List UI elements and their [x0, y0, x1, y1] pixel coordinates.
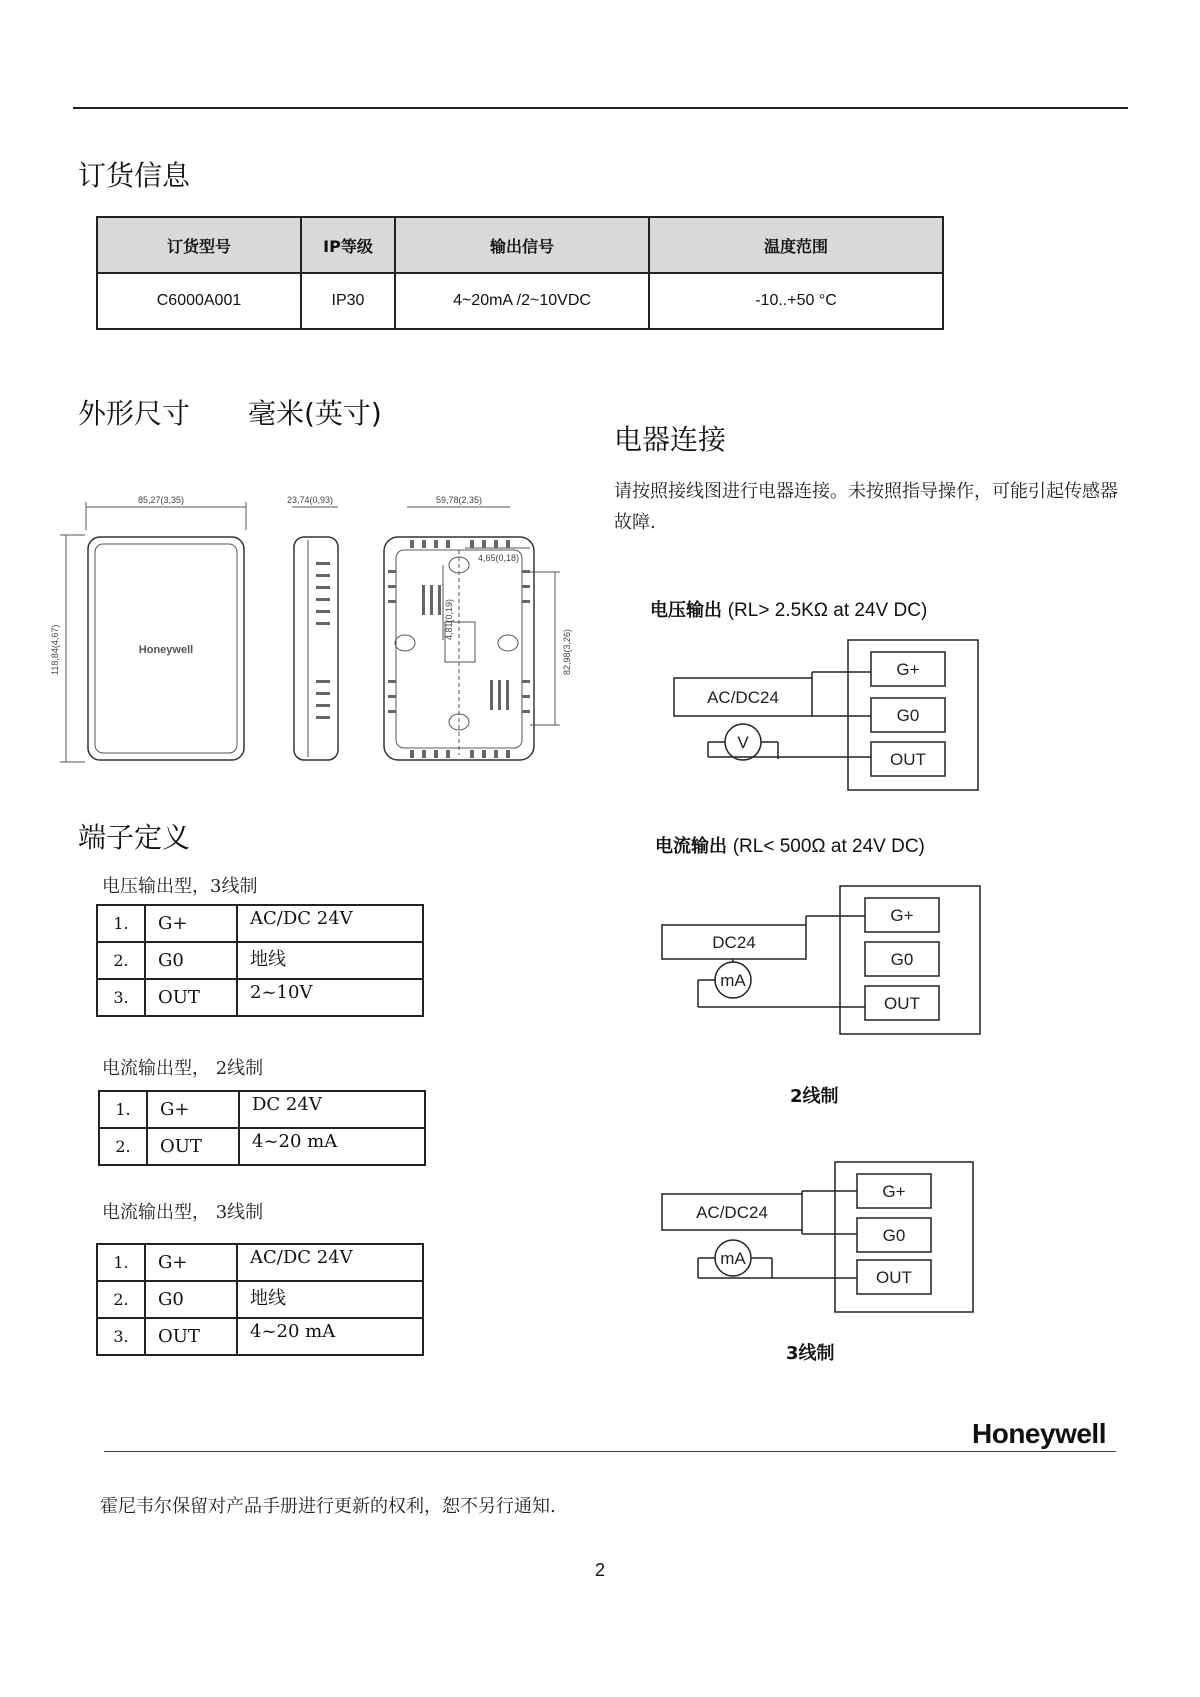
table-row: 3. OUT 2~10V — [97, 979, 423, 1016]
dim-side-depth: 23,74(0,93) — [287, 495, 334, 505]
dim-front-height: 118,84(4,67) — [50, 624, 60, 675]
current-3wire-table — [96, 1243, 424, 1356]
header-ip: IP等级 — [301, 217, 395, 273]
voltage-meter-label: V — [737, 733, 749, 752]
table-row: 2. G0 地线 — [97, 942, 423, 979]
current2-meter-label: mA — [720, 971, 746, 990]
dim-back-height: 82,98(3,26) — [562, 628, 572, 675]
dim-front-width: 85,27(3,35) — [138, 495, 185, 505]
current3-meter-label: mA — [720, 1249, 746, 1268]
caption-3wire: 3线制 — [786, 1343, 835, 1364]
dimensions-unit: 毫米(英寸) — [248, 397, 382, 430]
current2-supply-label: DC24 — [712, 933, 756, 952]
dimensions-heading: 外形尺寸 — [78, 397, 191, 430]
current3-term-g0: G0 — [882, 1226, 906, 1245]
current-2wire-diagram — [660, 880, 985, 1040]
terminals-heading: 端子定义 — [78, 821, 191, 854]
voltage-term-out: OUT — [890, 750, 926, 769]
header-temp: 温度范围 — [649, 217, 943, 273]
current3-supply-label: AC/DC24 — [696, 1203, 768, 1222]
current3-term-out: OUT — [876, 1268, 912, 1287]
wiring-heading: 电器连接 — [614, 423, 727, 456]
voltage-title-label: 电压输出 — [650, 600, 722, 621]
voltage-supply-label: AC/DC24 — [707, 688, 779, 707]
table-row: 2. G0 地线 — [97, 1281, 423, 1318]
current-3wire-title: 电流输出型， 3线制 — [102, 1202, 264, 1223]
cell-temp: -10..+50 °C — [649, 273, 943, 329]
order-info-heading: 订货信息 — [78, 159, 191, 192]
top-rule — [73, 107, 1128, 109]
order-table-header — [97, 217, 943, 273]
voltage-wiring-diagram — [668, 632, 986, 797]
table-row: 1. G+ DC 24V — [99, 1091, 425, 1128]
table-row: 1. G+ AC/DC 24V — [97, 905, 423, 942]
current-title-label: 电流输出 — [655, 836, 727, 857]
dimension-drawing — [50, 490, 590, 775]
header-model: 订货型号 — [97, 217, 301, 273]
order-table-row — [97, 273, 943, 329]
footer-notice: 霍尼韦尔保留对产品手册进行更新的权利，恕不另行通知. — [100, 1496, 556, 1517]
voltage-term-g0: G0 — [896, 706, 920, 725]
cell-output: 4~20mA /2~10VDC — [395, 273, 649, 329]
cell-ip: IP30 — [301, 273, 395, 329]
caption-2wire: 2线制 — [790, 1086, 839, 1107]
current2-term-gplus: G+ — [890, 906, 914, 925]
voltage-term-gplus: G+ — [896, 660, 920, 679]
page-number: 2 — [595, 1560, 606, 1580]
current2-term-out: OUT — [884, 994, 920, 1013]
voltage-condition: (RL> 2.5KΩ at 24V DC) — [727, 600, 928, 621]
dim-offset-h: 4,65(0,18) — [478, 553, 520, 563]
table-row: 3. OUT 4~20 mA — [97, 1318, 423, 1355]
current-2wire-title: 电流输出型， 2线制 — [102, 1058, 264, 1079]
current3-term-gplus: G+ — [882, 1182, 906, 1201]
voltage-3wire-table — [96, 904, 424, 1017]
front-brand-mark: Honeywell — [138, 644, 194, 656]
current-wiring-title — [655, 832, 925, 858]
dim-offset-v: 4,81(0,19) — [444, 598, 454, 640]
voltage-wiring-title — [650, 596, 927, 622]
footer-rule — [104, 1451, 1116, 1452]
current-2wire-table — [98, 1090, 426, 1166]
current-condition: (RL< 500Ω at 24V DC) — [732, 836, 925, 857]
order-table — [96, 216, 944, 330]
dim-back-width: 59,78(2,35) — [436, 495, 483, 505]
current2-term-g0: G0 — [890, 950, 914, 969]
wiring-instruction: 请按照接线图进行电器连接。未按照指导操作，可能引起传感器故障. — [614, 481, 1118, 533]
table-row: 2. OUT 4~20 mA — [99, 1128, 425, 1165]
voltage-3wire-title: 电压输出型，3线制 — [102, 876, 258, 897]
current-3wire-diagram — [660, 1158, 978, 1318]
table-row: 1. G+ AC/DC 24V — [97, 1244, 423, 1281]
header-output: 输出信号 — [395, 217, 649, 273]
footer-logo: Honeywell — [972, 1418, 1106, 1449]
cell-model: C6000A001 — [97, 273, 301, 329]
